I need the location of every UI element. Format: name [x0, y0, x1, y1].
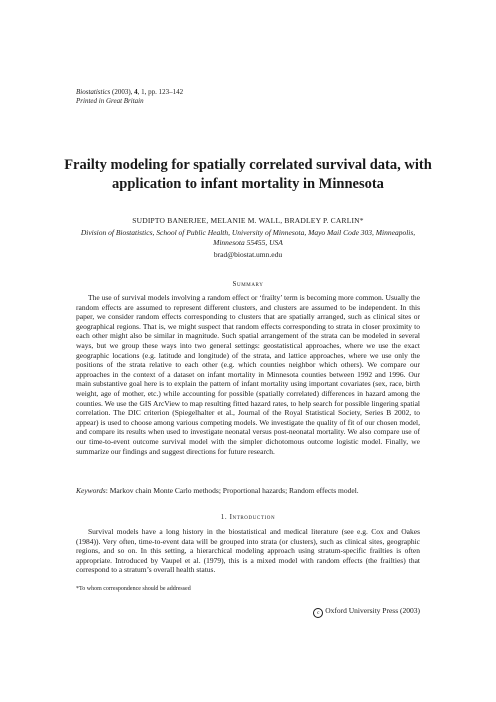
- keywords-label: Keywords: [76, 486, 106, 495]
- journal-volume: 4: [134, 88, 138, 96]
- keywords-text: : Markov chain Monte Carlo methods; Proportional hazards; Random effects model.: [105, 486, 359, 495]
- section-heading: 1. Introduction: [220, 513, 276, 521]
- printed-note: Printed in Great Britain: [76, 97, 144, 105]
- journal-name: Biostatistics: [76, 88, 111, 96]
- summary-heading: Summary: [232, 280, 264, 288]
- contact-email[interactable]: brad@biostat.umn.edu: [213, 250, 283, 259]
- copyright-line: [313, 606, 420, 618]
- copyright-icon: c: [313, 608, 323, 618]
- intro-paragraph: Survival models have a long history in the biostatistical and medical literature (see e.g. Cox and Oakes (1984)). Very often, time-to-event data will be grouped into strata (or clusters), such as clinical sites, geographic regions, and so on. In this setting, a hierarchical modeling approach using stratum-specific frailties is often appropriate. Introduced by Vaupel et al. (1979), this is a mixed model with random effects (the frailties) that correspond to a stratum’s overall health status.: [76, 527, 420, 575]
- journal-citation: [76, 88, 183, 106]
- abstract-text: The use of survival models involving a random effect or ‘frailty’ term is becoming more common. Usually the random effects are assumed to represent different clusters, and clusters are assumed to be independent. In this paper, we consider random effects corresponding to clusters that are spatially arranged, such as clinical sites or geographical regions. That is, we might suspect that random effects corresponding to strata in closer proximity to each other might also be similar in magnitude. Such spatial arrangement of the strata can be modeled in several ways, but we group these ways into two general settings: geostatistical approaches, where we use the exact geographic locations (e.g. latitude and longitude) of the strata, and lattice approaches, where we use only the positions of the strata relative to each other (e.g. which counties neighbor which others). We compare our approaches in the context of a dataset on infant mortality in Minnesota counties between 1992 and 1996. Our main substantive goal here is to explain the pattern of infant mortality using important covariates (sex, race, birth weight, age of mother, etc.) while accounting for possible (spatially correlated) differences in hazard among the counties. We use the GIS ArcView to map resulting fitted hazard rates, to help search for possible lingering spatial correlation. The DIC criterion (Spiegelhalter et al., Journal of the Royal Statistical Society, Series B 2002, to appear) is used to choose among various competing models. We investigate the quality of fit of our chosen model, and compare its results when used to investigate neonatal versus post-neonatal mortality. We also compare use of our time-to-event outcome survival model with the simpler dichotomous outcome logistic model. Finally, we summarize our findings and suggest directions for future research.: [76, 293, 420, 456]
- journal-year: (2003),: [111, 88, 133, 96]
- affiliation: Division of Biostatistics, School of Public Health, University of Minnesota, Mayo Mail Code 303, Minneapolis, Minnesota 55455, USA: [80, 228, 416, 247]
- author-list: SUDIPTO BANERJEE, MELANIE M. WALL, BRADLEY P. CARLIN*: [132, 216, 364, 225]
- citation-line: [76, 88, 183, 97]
- paper-title: Frailty modeling for spatially correlated survival data, with application to infant mortality in Minnesota: [64, 157, 432, 192]
- journal-pages: , 1, pp. 123–142: [137, 88, 184, 96]
- footnote: *To whom correspondence should be addressed: [76, 586, 191, 592]
- keywords-line: [76, 486, 420, 495]
- copyright-text: Oxford University Press (2003): [325, 606, 420, 615]
